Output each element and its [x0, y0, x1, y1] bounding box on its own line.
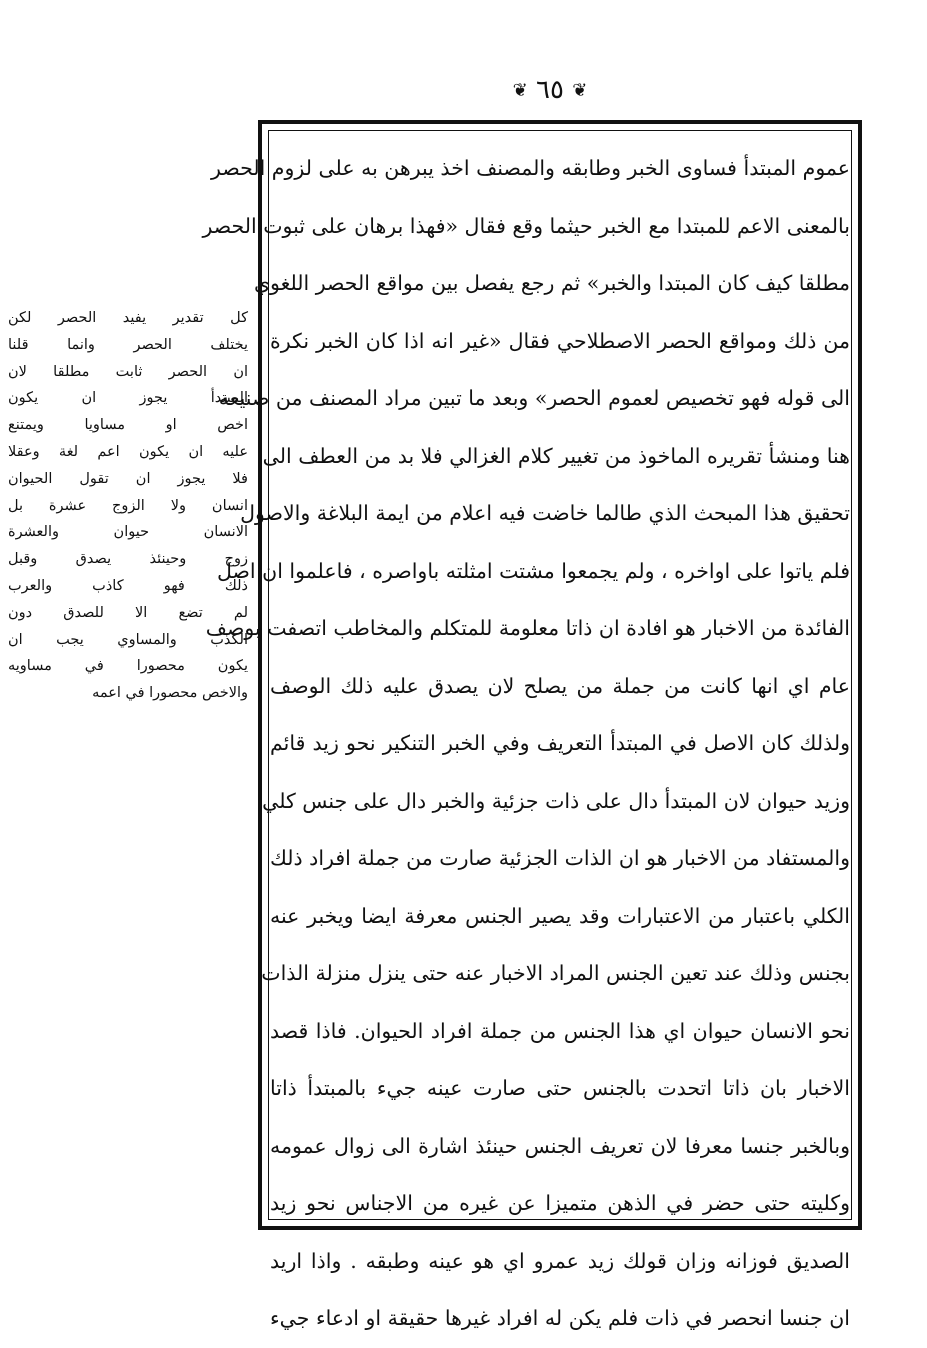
- margin-note-line: المبتدأ يجوز ان يكون: [8, 390, 248, 407]
- main-text-line: الصديق فوزانه وزان قولك زيد عمرو اي هو عينه وطبقه . واذا اريد: [270, 1248, 850, 1273]
- margin-note-line: اخص او مساويا ويمتنع: [8, 417, 248, 434]
- margin-note-line: لم تضع الا للصدق دون: [8, 604, 248, 621]
- main-text-line: مطلقا كيف كان المبتدا والخبر» ثم رجع يفصل بين مواقع الحصر اللغوي: [253, 271, 850, 295]
- main-text-line: وكليته حتى حضر في الذهن متميزا عن غيره من الاجناس نحو زيد: [270, 1191, 850, 1215]
- main-text-line: من ذلك ومواقع الحصر الاصطلاحي فقال «غير انه اذا كان الخبر نكرة: [270, 328, 850, 353]
- main-text-line: وبالخبر جنسا معرفا لان تعريف الجنس حينئذ اشارة الى زوال عمومه: [270, 1133, 850, 1158]
- ornament-right-icon: ❦: [572, 80, 588, 101]
- margin-note-line: يكون محصورا في مساويه: [8, 658, 248, 675]
- page-number-value: ٦٥: [536, 75, 564, 105]
- margin-note-line: ان الحصر ثابت مطلقا لان: [8, 363, 248, 380]
- main-text-line: عموم المبتدأ فساوى الخبر وطابقه والمصنف اخذ يبرهن به على لزوم الحصر: [211, 156, 850, 180]
- margin-note-line: ذلك فهو كاذب والعرب: [8, 577, 248, 594]
- main-text-line: الاخبار بان ذاتا اتحدت بالجنس حتى صارت عينه جيء بالمبتدأ ذاتا: [270, 1076, 850, 1100]
- main-text-line: الى قوله فهو تخصيص لعموم الحصر» وبعد ما تبين مراد المصنف من صنيعه: [218, 386, 850, 410]
- margin-note-line: يختلف الحصر وانما قلنا: [8, 336, 248, 353]
- margin-note-line: عليه ان يكون اعم لغة وعقلا: [8, 443, 248, 460]
- main-text-line: بالمعنى الاعم للمبتدا مع الخبر حيثما وقع فقال «فهذا برهان على ثبوت الحصر: [202, 213, 850, 238]
- main-text-line: هنا ومنشأ تقريره الماخوذ من تغيير كلام الغزالي فلا بد من العطف الى: [262, 443, 850, 468]
- ornament-left-icon: ❦: [512, 80, 528, 101]
- margin-note-line: زوج وحينئذ يصدق وقبل: [8, 551, 248, 568]
- main-text-block: [202, 140, 850, 1348]
- margin-note-line: والاخص محصورا في اعمه: [92, 685, 248, 702]
- main-text-line: ان جنسا انحصر في ذات فلم يكن له افراد غيرها حقيقة او ادعاء جيء: [270, 1306, 850, 1330]
- main-text-line: بجنس وذلك عند تعين الجنس المراد الاخبار عنه حتى ينزل منزلة الذات: [261, 961, 850, 985]
- main-text-line: فلم ياتوا على اواخره ، ولم يجمعوا مشتت امثلته باواصره ، فاعلموا ان اصل: [217, 558, 850, 583]
- main-text-line: نحو الانسان حيوان اي هذا الجنس من جملة افراد الحيوان. فاذا قصد: [270, 1018, 850, 1043]
- margin-note-line: الكذب والمساوي يجب ان: [8, 631, 248, 648]
- main-text-line: الكلي باعتبار من الاعتبارات وقد يصير الجنس معرفة ايضا ويخبر عنه: [270, 903, 850, 928]
- main-text-line: الفائدة من الاخبار هو افادة ان ذاتا معلومة للمتكلم والمخاطب اتصفت بوصف: [205, 616, 850, 640]
- main-text-line: تحقيق هذا المبحث الذي طالما خاضت فيه اعلام من ايمة البلاغة والاصول: [240, 501, 850, 525]
- margin-note-line: الانسان حيوان والعشرة: [8, 524, 248, 541]
- margin-note-line: انسان ولا الزوج عشرة بل: [8, 497, 248, 514]
- page-number: [500, 70, 600, 110]
- margin-note-line: فلا يجوز ان تقول الحيوان: [8, 470, 248, 487]
- main-text-line: ولذلك كان الاصل في المبتدأ التعريف وفي الخبر التنكير نحو زيد قائم: [270, 731, 850, 755]
- main-text-line: عام اي انها كانت من جملة من يصلح لان يصدق عليه ذلك الوصف: [270, 673, 850, 698]
- main-text-line: وزيد حيوان لان المبتدأ دال على ذات جزئية والخبر دال على جنس كلي: [262, 788, 850, 813]
- margin-note-line: كل تقدير يفيد الحصر لكن: [8, 310, 248, 326]
- margin-note: [8, 305, 248, 707]
- main-text-line: والمستفاد من الاخبار هو ان الذات الجزئية صارت من جملة افراد ذلك: [270, 846, 850, 870]
